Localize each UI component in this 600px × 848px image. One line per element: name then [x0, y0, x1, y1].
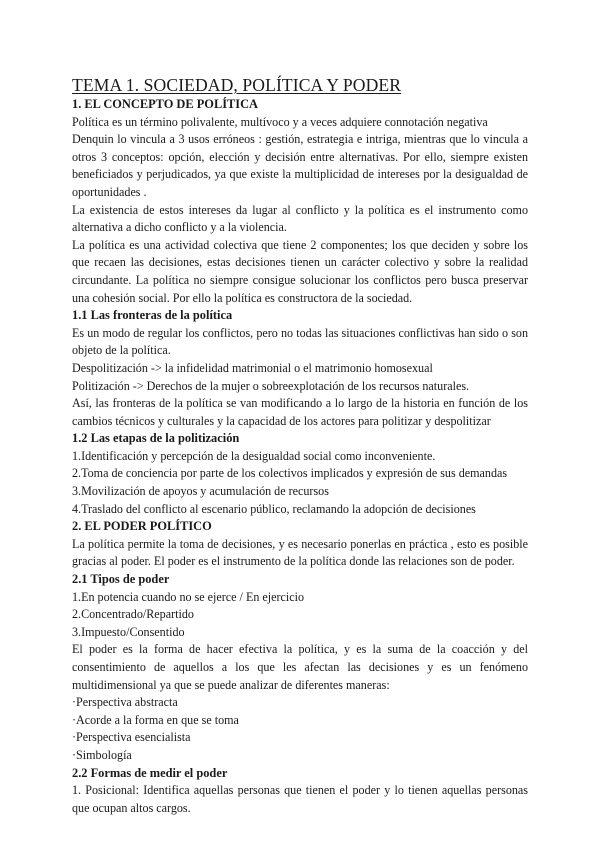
paragraph: Denquin lo vincula a 3 usos erróneos : gestión, estrategia e intriga, mientras que lo vincula a otros 3 conceptos: opción, elección y decisión entre alternativas. Por ello, siempre existen beneficiados y perjudicados, ya que existe la multiplicidad de intereses por la desigualdad de oportunidades . [72, 132, 528, 199]
subsection-heading-fronteras: 1.1 Las fronteras de la política [72, 308, 233, 323]
list-item: 4.Traslado del conflicto al escenario público, reclamando la adopción de decisiones [72, 501, 476, 516]
paragraph: La política es una actividad colectiva que tiene 2 componentes; los que deciden y sobre los que recaen las decisiones, estas decisiones tienen un carácter colectivo y sobre la realidad circundante. La política no siempre consigue solucionar los conflictos pero busca preservar una cohesión social. Por ello la política es constructora de la sociedad. [72, 237, 528, 305]
list-item: Politización -> Derechos de la mujer o sobreexplotación de los recursos naturales. [72, 378, 470, 393]
list-item: ·Perspectiva abstracta [72, 695, 178, 710]
paragraph: La política permite la toma de decisiones, y es necesario ponerlas en práctica , esto es posible gracias al poder. El poder es el instrumento de la política donde las relaciones son de poder. [72, 536, 528, 569]
list-item: Despolitización -> la infidelidad matrimonial o el matrimonio homosexual [72, 360, 433, 375]
list-item: 1.Identificación y percepción de la desigualdad social como inconveniente. [72, 448, 436, 463]
paragraph: La existencia de estos intereses da lugar al conflicto y la política es el instrumento como alternativa a dicho conflicto y a la violencia. [72, 202, 528, 235]
paragraph: Así, las fronteras de la política se van modificando a lo largo de la historia en función de los cambios técnicos y culturales y la capacidad de los actores para politizar y despolitizar [72, 396, 528, 428]
paragraph: Política es un término polivalente, multívoco y a veces adquiere connotación negativa [72, 114, 488, 129]
subsection-heading-medir: 2.2 Formas de medir el poder [72, 765, 228, 780]
paragraph: 1. Posicional: Identifica aquellas personas que tienen el poder y lo tienen aquellas personas que ocupan altos cargos. [72, 783, 528, 815]
list-item: 2.Concentrado/Repartido [72, 607, 194, 622]
list-item: ·Acorde a la forma en que se toma [72, 712, 239, 727]
list-item: ·Perspectiva esencialista [72, 730, 191, 745]
list-item: 3.Impuesto/Consentido [72, 624, 185, 639]
paragraph: El poder es la forma de hacer efectiva la política, y es la suma de la coacción y del consentimiento de aquellos a los que les afectan las decisiones y es un fenómeno multidimensional ya que se puede analizar de diferentes maneras: [72, 642, 528, 692]
subsection-heading-tipos: 2.1 Tipos de poder [72, 572, 170, 587]
list-item: ·Simbología [72, 747, 132, 762]
subsection-heading-etapas: 1.2 Las etapas de la politización [72, 431, 240, 446]
page-title: TEMA 1. SOCIEDAD, POLÍTICA Y PODER [72, 75, 402, 95]
list-item: 2.Toma de conciencia por parte de los colectivos implicados y expresión de sus demandas [72, 466, 508, 481]
document-page [72, 74, 528, 817]
list-item: 1.En potencia cuando no se ejerce / En ejercicio [72, 589, 305, 604]
section-heading-poder: 2. EL PODER POLÍTICO [72, 519, 212, 534]
section-heading-concepto: 1. EL CONCEPTO DE POLÍTICA [72, 97, 259, 111]
paragraph: Es un modo de regular los conflictos, pero no todas las situaciones conflictivas han sido o son objeto de la política. [72, 325, 528, 358]
list-item: 3.Movilización de apoyos y acumulación de recursos [72, 484, 329, 499]
